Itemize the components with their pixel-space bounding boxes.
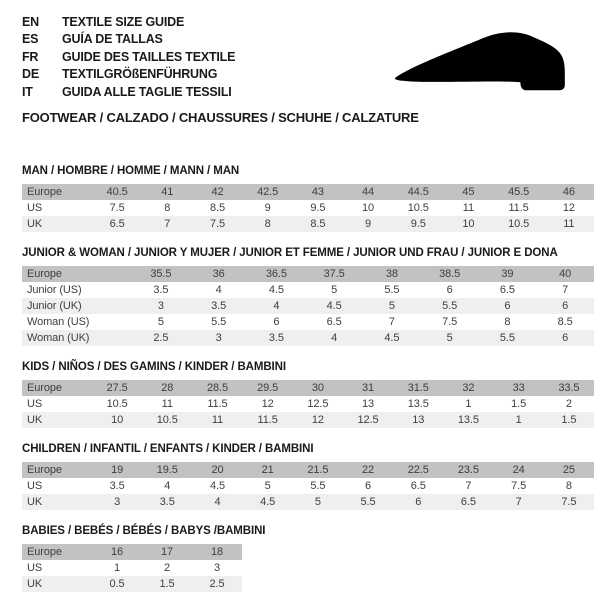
table-title: CHILDREN / INFANTIL / ENFANTS / KINDER / BAMBINI [22, 443, 314, 456]
table-row [22, 200, 594, 216]
size-cell: 36.5 [248, 266, 306, 282]
size-cell: 4 [164, 480, 171, 493]
size-cell: 29.5 [243, 380, 293, 396]
language-code: FR [22, 49, 39, 64]
size-cell: 4 [215, 284, 222, 297]
size-cell: 19.5 [142, 462, 192, 478]
size-cell: 3 [190, 330, 248, 346]
size-table-section [22, 361, 590, 428]
size-cell: 1.5 [142, 576, 192, 592]
table-title: BABIES / BEBÉS / BÉBÉS / BABYS /BAMBINI [22, 525, 266, 538]
size-cell: 2 [565, 398, 572, 411]
size-cell: 8.5 [293, 216, 343, 232]
size-cell: 40 [536, 266, 594, 282]
size-cell: 10.5 [142, 412, 192, 428]
size-cell: 7 [465, 480, 472, 493]
size-cell: 38 [363, 266, 421, 282]
size-cell: 45.5 [494, 184, 544, 200]
size-cell: 33.5 [544, 380, 594, 396]
table-row [22, 298, 594, 314]
size-cell: 5.5 [479, 330, 537, 346]
size-cell: 21.5 [293, 462, 343, 478]
size-cell: 7.5 [442, 316, 458, 329]
size-cell: 10 [443, 216, 493, 232]
row-label: UK [22, 494, 92, 510]
size-cell: 7 [562, 284, 569, 297]
size-cell: 42.5 [243, 184, 293, 200]
row-label: Europe [22, 380, 92, 396]
table-row [22, 576, 242, 592]
size-cell: 1 [113, 562, 121, 575]
size-cell: 3.5 [248, 330, 306, 346]
size-cell: 17 [142, 544, 192, 560]
table-row [22, 184, 594, 200]
row-label: UK [22, 576, 92, 592]
size-cell: 12.5 [343, 412, 393, 428]
size-cell: 44.5 [393, 184, 443, 200]
table-row [22, 412, 594, 428]
size-cell: 9 [343, 216, 393, 232]
size-cell: 6 [446, 284, 453, 297]
size-cell: 2.5 [192, 576, 242, 592]
row-label: Woman (US) [27, 316, 90, 329]
language-guide-title: TEXTILE SIZE GUIDE [62, 15, 185, 29]
size-cell: 9 [264, 202, 271, 215]
size-cell: 41 [142, 184, 192, 200]
size-cell: 27.5 [92, 380, 142, 396]
size-cell: 25 [544, 462, 594, 478]
size-cell: 37.5 [305, 266, 363, 282]
size-cell: 20 [192, 462, 242, 478]
size-cell: 6.5 [499, 284, 515, 297]
size-cell: 6 [536, 330, 594, 346]
size-cell: 11.5 [243, 412, 293, 428]
language-code: DE [22, 67, 39, 82]
size-cell: 7.5 [511, 480, 527, 493]
size-table [22, 462, 594, 510]
language-guide-title: TEXTILGRÖßENFÜHRUNG [62, 67, 218, 82]
size-cell: 6.5 [92, 216, 142, 232]
size-cell: 10.5 [106, 398, 128, 411]
size-cell: 4.5 [209, 480, 225, 493]
row-label: US [27, 398, 43, 411]
size-cell: 22.5 [393, 462, 443, 478]
size-cell: 6 [479, 298, 537, 314]
size-cell: 1.5 [511, 398, 527, 411]
size-cell: 6.5 [326, 316, 342, 329]
size-cell: 6.5 [410, 480, 426, 493]
category-title: FOOTWEAR / CALZADO / CHAUSSURES / SCHUHE / CALZATURE [22, 110, 419, 126]
size-cell: 12.5 [307, 398, 329, 411]
size-cell: 5 [363, 298, 421, 314]
size-cell: 10 [92, 412, 142, 428]
language-code: IT [22, 84, 33, 99]
size-cell: 35.5 [132, 266, 190, 282]
size-cell: 13.5 [443, 412, 493, 428]
size-cell: 42 [192, 184, 242, 200]
table-row [22, 560, 242, 576]
size-cell: 10.5 [494, 216, 544, 232]
size-cell: 18 [192, 544, 242, 560]
size-cell: 5 [157, 316, 164, 329]
row-label: Europe [22, 266, 132, 282]
size-cell: 28.5 [192, 380, 242, 396]
size-table [22, 544, 242, 592]
size-cell: 11 [544, 216, 594, 232]
size-cell: 6 [536, 298, 594, 314]
row-label: Europe [22, 184, 92, 200]
size-cell: 39 [479, 266, 537, 282]
size-cell: 8 [504, 316, 511, 329]
size-cell: 3 [213, 562, 221, 575]
size-table [22, 266, 594, 346]
size-cell: 33 [494, 380, 544, 396]
size-cell: 5 [331, 284, 338, 297]
size-table-section [22, 525, 590, 592]
size-cell: 16 [92, 544, 142, 560]
language-guide-title: GUIDA ALLE TAGLIE TESSILI [62, 84, 232, 99]
size-cell: 0.5 [92, 576, 142, 592]
table-row [22, 330, 594, 346]
size-cell: 5.5 [384, 284, 400, 297]
size-cell: 5.5 [421, 298, 479, 314]
size-cell: 7.5 [192, 216, 242, 232]
size-cell: 8.5 [557, 316, 573, 329]
size-cell: 4.5 [305, 298, 363, 314]
size-cell: 24 [494, 462, 544, 478]
row-label: UK [22, 412, 92, 428]
table-row [22, 216, 594, 232]
size-cell: 11 [161, 398, 173, 411]
row-label: US [27, 562, 43, 575]
size-cell: 6 [273, 316, 280, 329]
table-row [22, 494, 594, 510]
size-cell: 45 [443, 184, 493, 200]
size-cell: 3.5 [153, 284, 169, 297]
language-guide-title: GUIDE DES TAILLES TEXTILE [62, 49, 236, 64]
row-label: Europe [22, 544, 92, 560]
size-cell: 4 [305, 330, 363, 346]
size-cell: 43 [293, 184, 343, 200]
size-cell: 12 [293, 412, 343, 428]
row-label: US [27, 202, 43, 215]
size-table-section [22, 247, 590, 346]
size-cell: 38.5 [421, 266, 479, 282]
table-row [22, 314, 594, 330]
size-cell: 8 [565, 480, 572, 493]
size-cell: 3.5 [190, 298, 248, 314]
size-cell: 23.5 [443, 462, 493, 478]
table-title: JUNIOR & WOMAN / JUNIOR Y MUJER / JUNIOR ET FEMME / JUNIOR UND FRAU / JUNIOR E DONA [22, 247, 558, 260]
size-cell: 7.5 [109, 202, 125, 215]
size-cell: 10.5 [407, 202, 429, 215]
table-row [22, 282, 594, 298]
row-label: US [27, 480, 43, 493]
row-label: Junior (US) [27, 284, 82, 297]
size-cell: 1.5 [544, 412, 594, 428]
dress-shoe-icon [390, 28, 582, 98]
language-code: EN [22, 15, 39, 29]
size-cell: 4.5 [363, 330, 421, 346]
language-code: ES [22, 32, 39, 47]
size-cell: 32 [443, 380, 493, 396]
size-cell: 8 [243, 216, 293, 232]
size-cell: 7 [142, 216, 192, 232]
size-cell: 28 [142, 380, 192, 396]
size-cell: 11.5 [207, 398, 228, 411]
size-cell: 3.5 [142, 494, 192, 510]
size-cell: 13 [362, 398, 375, 411]
size-cell: 4 [248, 298, 306, 314]
table-row [22, 478, 594, 494]
size-cell: 31.5 [393, 380, 443, 396]
size-cell: 5.5 [343, 494, 393, 510]
size-cell: 8.5 [209, 202, 225, 215]
size-cell: 6 [393, 494, 443, 510]
table-row [22, 396, 594, 412]
size-cell: 11 [192, 412, 242, 428]
size-cell: 6.5 [443, 494, 493, 510]
table-row [22, 266, 594, 282]
size-cell: 7.5 [544, 494, 594, 510]
size-cell: 1 [465, 398, 472, 411]
size-table [22, 184, 594, 232]
size-cell: 11 [462, 202, 475, 215]
size-tables [22, 165, 590, 592]
size-cell: 30 [293, 380, 343, 396]
size-cell: 46 [544, 184, 594, 200]
size-cell: 6 [365, 480, 372, 493]
size-cell: 40.5 [92, 184, 142, 200]
row-label: Woman (UK) [22, 330, 132, 346]
size-cell: 3 [92, 494, 142, 510]
size-cell: 7 [494, 494, 544, 510]
size-cell: 13 [393, 412, 443, 428]
size-cell: 3 [132, 298, 190, 314]
size-table-section [22, 443, 590, 510]
size-cell: 4.5 [243, 494, 293, 510]
size-cell: 2.5 [132, 330, 190, 346]
size-cell: 3.5 [109, 480, 125, 493]
size-cell: 9.5 [310, 202, 326, 215]
size-cell: 4.5 [268, 284, 284, 297]
size-cell: 36 [190, 266, 248, 282]
size-table-section [22, 165, 590, 232]
table-row [22, 380, 594, 396]
row-label: Junior (UK) [22, 298, 132, 314]
size-table [22, 380, 594, 428]
size-cell: 13.5 [407, 398, 429, 411]
size-cell: 31 [343, 380, 393, 396]
size-cell: 5.5 [211, 316, 227, 329]
size-cell: 8 [164, 202, 171, 215]
size-cell: 5 [293, 494, 343, 510]
size-cell: 1 [494, 412, 544, 428]
row-label: Europe [22, 462, 92, 478]
row-label: UK [22, 216, 92, 232]
table-title: MAN / HOMBRE / HOMME / MANN / MAN [22, 165, 240, 178]
size-cell: 22 [343, 462, 393, 478]
size-cell: 11.5 [508, 202, 529, 215]
table-row [22, 544, 242, 560]
size-cell: 5.5 [310, 480, 326, 493]
size-cell: 19 [92, 462, 142, 478]
language-guide-title: GUÍA DE TALLAS [62, 32, 163, 47]
size-cell: 7 [388, 316, 395, 329]
table-title: KIDS / NIÑOS / DES GAMINS / KINDER / BAMBINI [22, 361, 286, 374]
size-cell: 12 [261, 398, 274, 411]
size-cell: 2 [163, 562, 171, 575]
size-cell: 9.5 [393, 216, 443, 232]
size-cell: 4 [192, 494, 242, 510]
size-cell: 5 [264, 480, 271, 493]
table-row [22, 462, 594, 478]
size-cell: 21 [243, 462, 293, 478]
size-cell: 5 [421, 330, 479, 346]
size-cell: 12 [562, 202, 575, 215]
size-cell: 10 [362, 202, 375, 215]
size-cell: 44 [343, 184, 393, 200]
